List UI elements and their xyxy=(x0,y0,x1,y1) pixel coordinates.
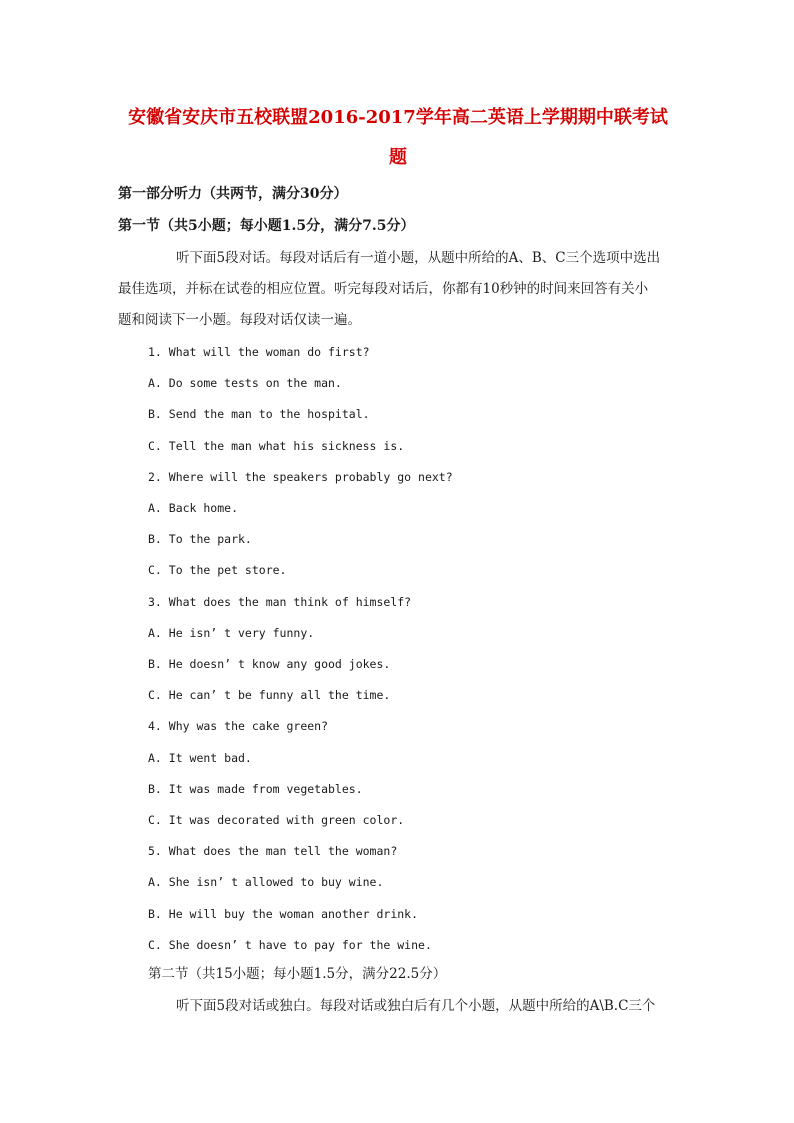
question-2-option-c: C. To the pet store. xyxy=(148,563,287,577)
question-2-option-b: B. To the park. xyxy=(148,532,252,546)
question-5: 5. What does the man tell the woman? xyxy=(148,844,398,858)
question-4-option-c: C. It was decorated with green color. xyxy=(148,813,405,827)
question-3-option-c: C. He can’ t be funny all the time. xyxy=(148,688,391,702)
document-title-line-2: 题 xyxy=(389,147,407,168)
section1-instructions-line-2: 最佳选项，并标在试卷的相应位置。听完每段对话后，你都有10秒钟的时间来回答有关小 xyxy=(118,281,649,297)
section2-instructions: 听下面5段对话或独白。每段对话或独白后有几个小题，从题中所给的A\B.C三个 xyxy=(176,998,656,1014)
question-2-option-a: A. Back home. xyxy=(148,501,239,515)
question-1-option-a: A. Do some tests on the man. xyxy=(148,376,342,390)
question-4: 4. Why was the cake green? xyxy=(148,719,329,733)
question-1-option-c: C. Tell the man what his sickness is. xyxy=(148,439,405,453)
question-4-option-a: A. It went bad. xyxy=(148,751,252,765)
question-3-option-a: A. He isn’ t very funny. xyxy=(148,626,315,640)
question-3: 3. What does the man think of himself? xyxy=(148,595,412,609)
section1-instructions-line-1: 听下面5段对话。每段对话后有一道小题，从题中所给的A、B、C三个选项中选出 xyxy=(176,250,661,266)
question-5-option-b: B. He will buy the woman another drink. xyxy=(148,907,419,921)
question-5-option-a: A. She isn’ t allowed to buy wine. xyxy=(148,875,384,889)
document-title-line-1: 安徽省安庆市五校联盟2016-2017学年高二英语上学期期中联考试 xyxy=(128,107,668,128)
question-1: 1. What will the woman do first? xyxy=(148,345,370,359)
section1-heading: 第一节（共5小题；每小题1.5分，满分7.5分） xyxy=(118,218,415,234)
question-5-option-c: C. She doesn’ t have to pay for the wine. xyxy=(148,938,432,952)
section1-instructions-line-3: 题和阅读下一小题。每段对话仅读一遍。 xyxy=(118,312,361,328)
part1-heading: 第一部分听力（共两节，满分30分） xyxy=(118,186,348,202)
question-1-option-b: B. Send the man to the hospital. xyxy=(148,407,370,421)
question-4-option-b: B. It was made from vegetables. xyxy=(148,782,363,796)
question-2: 2. Where will the speakers probably go next? xyxy=(148,470,453,484)
section2-heading: 第二节（共15小题；每小题1.5分，满分22.5分） xyxy=(148,966,447,982)
question-3-option-b: B. He doesn’ t know any good jokes. xyxy=(148,657,391,671)
